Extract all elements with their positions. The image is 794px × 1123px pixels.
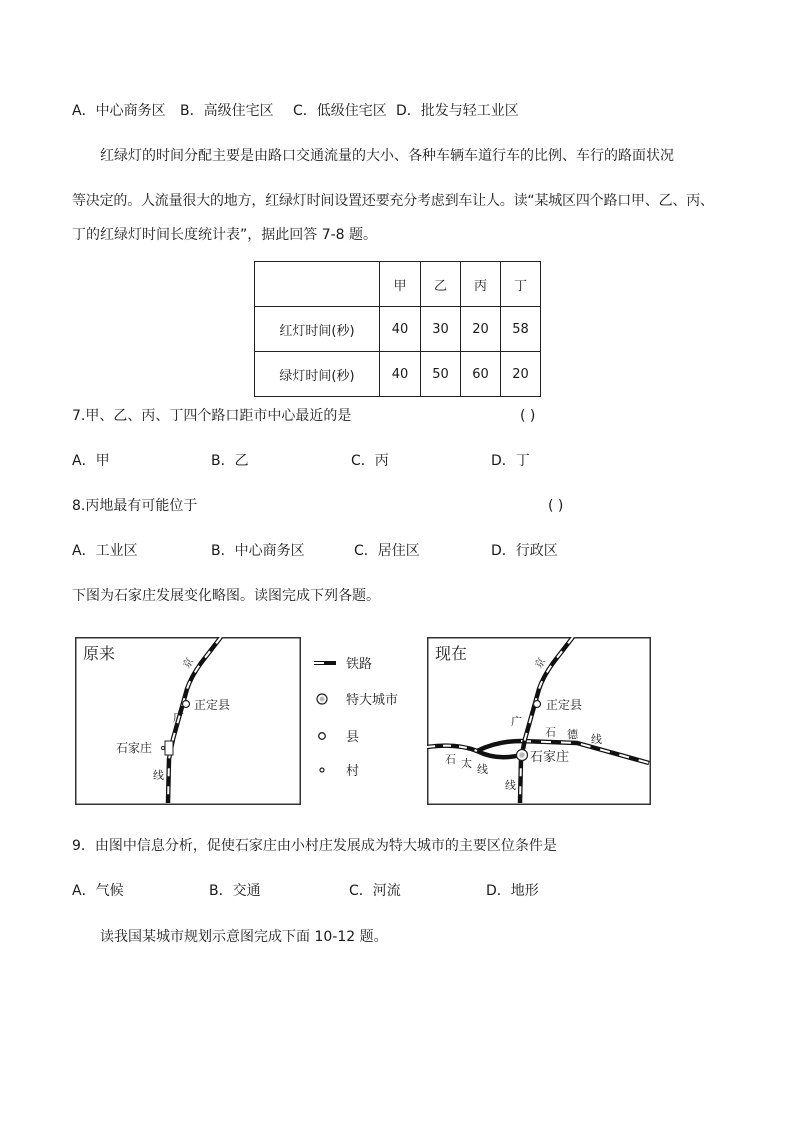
q9-option-a[interactable]: A．气候 [72, 883, 124, 899]
q6-option-d[interactable]: D．批发与轻工业区 [396, 103, 519, 119]
q6-option-c[interactable]: C．低级住宅区 [293, 103, 387, 119]
legend-metro-label: 特大城市 [346, 693, 399, 708]
table-header-jia: 甲 [380, 262, 421, 307]
table-row [255, 352, 541, 397]
table-cell: 30 [421, 307, 461, 352]
q7-option-b[interactable]: B．乙 [211, 453, 249, 469]
q7-answer-paren[interactable]: ( ) [520, 408, 536, 424]
county-marker-old [183, 701, 190, 708]
map-new [427, 637, 651, 805]
shide-char-3: 线 [591, 733, 602, 746]
q8-option-d[interactable]: D．行政区 [491, 543, 558, 559]
village-marker-old [161, 746, 164, 749]
intro-line-2: 等决定的。人流量很大的地方，红绿灯时间设置还要充分考虑到车让人。读“某城区四个路口甲、乙、丙、 [72, 193, 714, 209]
q9-option-d[interactable]: D．地形 [486, 883, 539, 899]
table-row-label: 绿灯时间(秒) [255, 352, 380, 397]
rail-char-xian-new: 线 [505, 779, 516, 792]
table-header-bing: 丙 [461, 262, 501, 307]
rail-char-guang-old: 广 [173, 711, 184, 724]
table-cell: 60 [461, 352, 501, 397]
table-cell: 50 [421, 352, 461, 397]
q8-stem: 8.丙地最有可能位于 [72, 498, 198, 514]
station-box-old [165, 741, 173, 755]
table-header-ding: 丁 [501, 262, 541, 307]
table-cell: 20 [501, 352, 541, 397]
q6-option-a[interactable]: A．中心商务区 [72, 103, 166, 119]
map-intro: 下图为石家庄发展变化略图。读图完成下列各题。 [72, 588, 380, 604]
q8-option-a[interactable]: A．工业区 [72, 543, 138, 559]
q7-option-d[interactable]: D．丁 [491, 453, 530, 469]
shitai-char-1: 石 [445, 753, 456, 766]
city-shijiazhuang-new: 石家庄 [530, 750, 570, 765]
legend-village-label: 村 [346, 764, 360, 779]
map-legend [310, 648, 420, 783]
q10-intro: 读我国某城市规划示意图完成下面 10-12 题。 [100, 929, 388, 945]
shitai-char-2: 太 [461, 757, 472, 770]
q8-option-b[interactable]: B．中心商务区 [211, 543, 305, 559]
legend-village-icon [320, 768, 324, 772]
table-cell: 40 [380, 352, 421, 397]
q7-stem: 7.甲、乙、丙、丁四个路口距市中心最近的是 [72, 408, 352, 424]
map-new-title: 现在 [435, 644, 468, 663]
q8-answer-paren[interactable]: ( ) [548, 498, 564, 514]
intro-line-1: 红绿灯的时间分配主要是由路口交通流量的大小、各种车辆车道行车的比例、车行的路面状况 [100, 148, 674, 164]
table-row [255, 307, 541, 352]
map-old-title: 原来 [83, 644, 116, 663]
legend-county-icon [319, 733, 326, 740]
rail-char-xian-old: 线 [153, 769, 164, 782]
table-header-row [255, 262, 541, 307]
shitai-char-3: 线 [477, 763, 488, 776]
shide-char-2: 德 [567, 728, 578, 741]
rail-char-guang-new: 广 [511, 715, 522, 728]
rail-char-jing-old: 京 [181, 656, 197, 671]
town-zhengding-old: 正定县 [194, 698, 231, 712]
q6-option-b[interactable]: B．高级住宅区 [180, 103, 274, 119]
rail-char-jing-new: 京 [533, 656, 549, 671]
legend-railway-label: 铁路 [346, 657, 373, 672]
village-shijiazhuang-old: 石家庄 [116, 741, 153, 755]
q9-option-b[interactable]: B．交通 [209, 883, 261, 899]
county-marker-new [534, 701, 541, 708]
q7-option-a[interactable]: A．甲 [72, 453, 110, 469]
table-header-yi: 乙 [421, 262, 461, 307]
traffic-light-table [254, 261, 541, 397]
legend-county-label: 县 [346, 730, 360, 745]
map-old [75, 637, 301, 805]
intro-line-3: 丁的红绿灯时间长度统计表”，据此回答 7-8 题。 [72, 227, 378, 243]
table-cell: 20 [461, 307, 501, 352]
table-corner-cell [255, 262, 380, 307]
table-cell: 40 [380, 307, 421, 352]
q9-option-c[interactable]: C．河流 [349, 883, 401, 899]
town-zhengding-new: 正定县 [546, 698, 583, 712]
table-cell: 58 [501, 307, 541, 352]
q9-stem: 9．由图中信息分析，促使石家庄由小村庄发展成为特大城市的主要区位条件是 [72, 838, 557, 854]
table-row-label: 红灯时间(秒) [255, 307, 380, 352]
shide-char-1: 石 [545, 726, 556, 739]
q7-option-c[interactable]: C．丙 [351, 453, 389, 469]
q8-option-c[interactable]: C．居住区 [354, 543, 420, 559]
